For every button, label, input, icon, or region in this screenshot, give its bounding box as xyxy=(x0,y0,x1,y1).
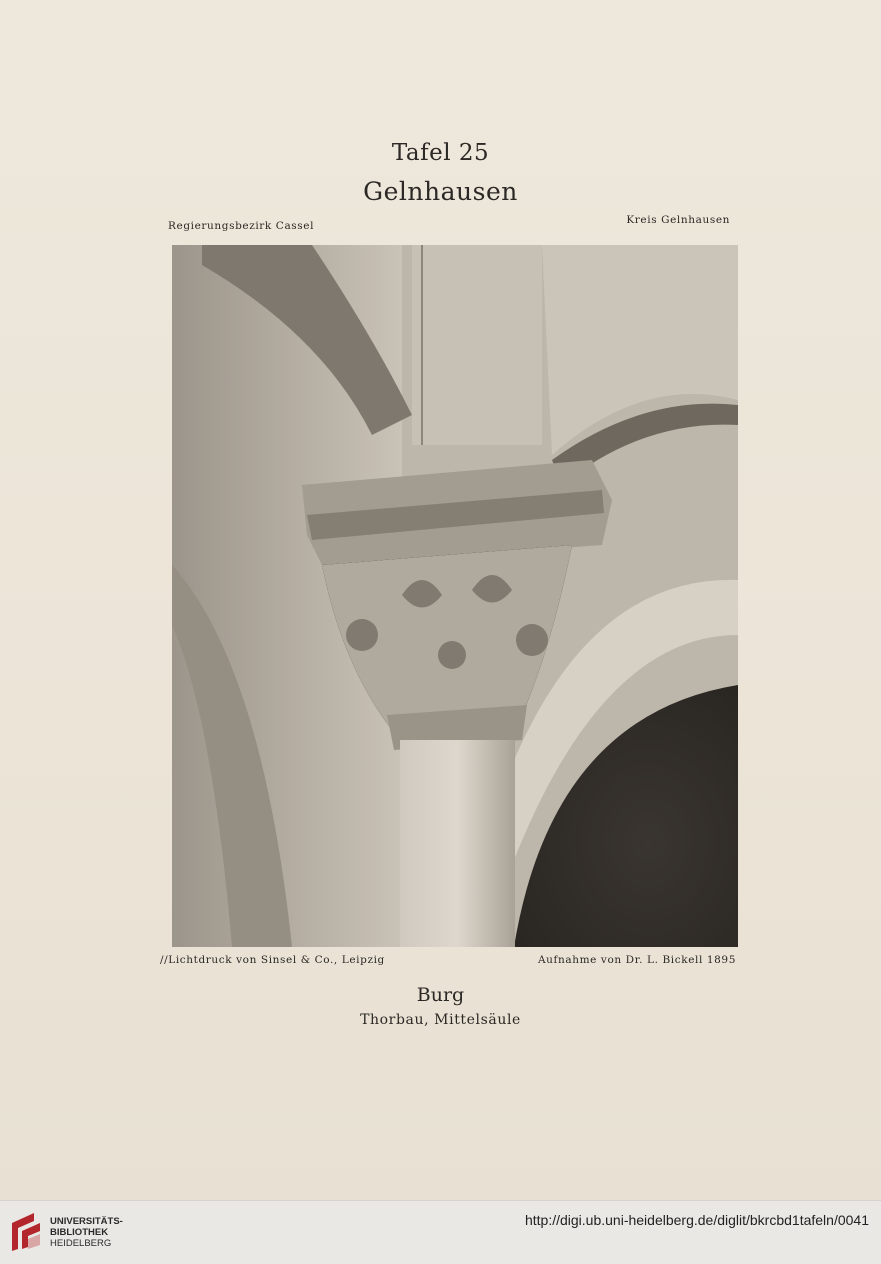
library-footer xyxy=(0,1200,881,1264)
university-library-logo-icon xyxy=(8,1209,44,1255)
photo-credit: Aufnahme von Dr. L. Bickell 1895 xyxy=(538,954,736,966)
library-name-line1: UNIVERSITÄTS- xyxy=(50,1216,123,1227)
library-name-line3: HEIDELBERG xyxy=(50,1238,112,1249)
photograph-capital-column xyxy=(172,245,738,947)
permalink-url[interactable]: http://digi.ub.uni-heidelberg.de/diglit/bkrcbd1tafeln/0041 xyxy=(524,1212,869,1228)
subject-title: Burg xyxy=(416,984,465,1006)
printer-credit: //Lichtdruck von Sinsel & Co., Leipzig xyxy=(160,954,385,966)
plate-number: Tafel 25 xyxy=(391,140,490,166)
subject-detail: Thorbau, Mittelsäule xyxy=(360,1012,521,1028)
library-name-line2: BIBLIOTHEK xyxy=(50,1227,109,1238)
district-label: Kreis Gelnhausen xyxy=(626,214,730,226)
library-name xyxy=(50,1216,123,1249)
region-label: Regierungsbezirk Cassel xyxy=(168,220,315,232)
plate-place: Gelnhausen xyxy=(363,177,518,206)
